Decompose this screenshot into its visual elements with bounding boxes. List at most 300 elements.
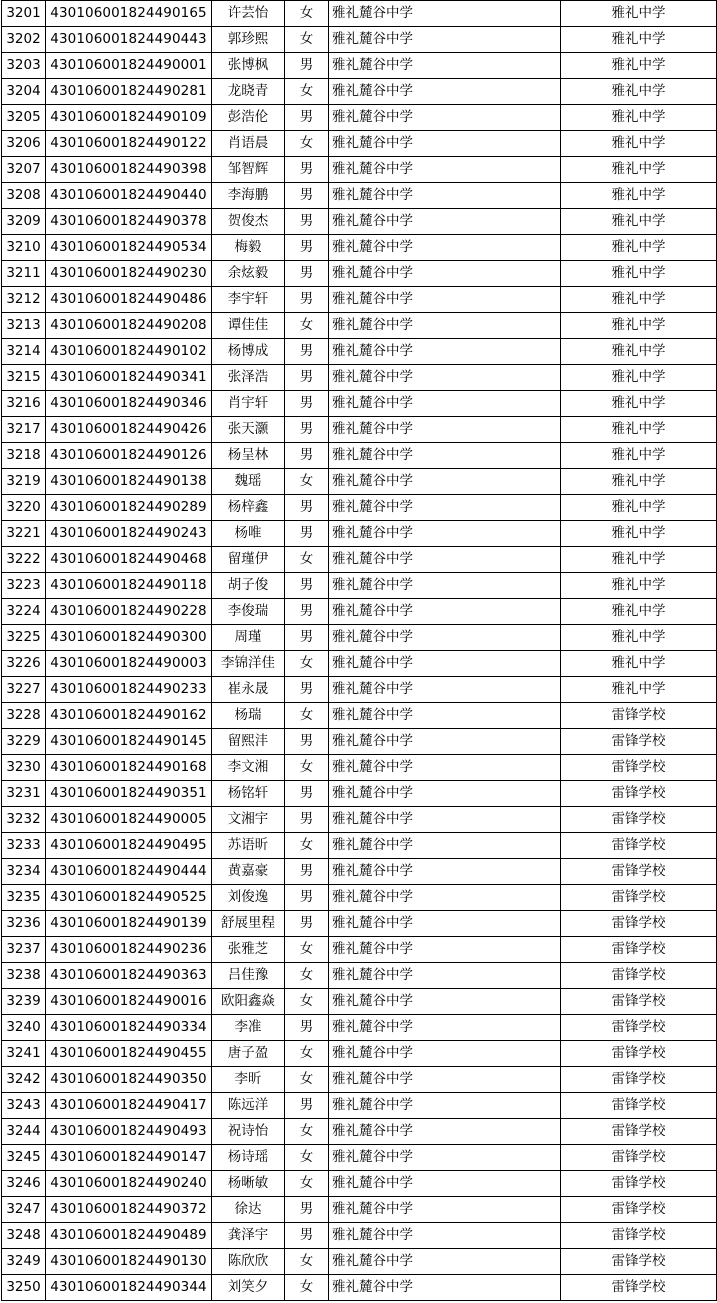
- student-name-cell: 魏瑶: [212, 469, 285, 495]
- seq-cell: 3239: [2, 989, 46, 1015]
- table-row: [2, 937, 717, 963]
- gender-cell: 男: [285, 339, 329, 365]
- student-name-cell: 谭佳佳: [212, 313, 285, 339]
- table-row: [2, 807, 717, 833]
- graduating-school-cell: 雅礼麓谷中学: [329, 391, 561, 417]
- exam-number-cell: 430106001824490240: [46, 1171, 212, 1197]
- seq-cell: 3210: [2, 235, 46, 261]
- graduating-school-cell: 雅礼麓谷中学: [329, 235, 561, 261]
- gender-cell: 女: [285, 131, 329, 157]
- gender-cell: 女: [285, 651, 329, 677]
- gender-cell: 男: [285, 911, 329, 937]
- gender-cell: 女: [285, 755, 329, 781]
- seq-cell: 3208: [2, 183, 46, 209]
- table-row: [2, 1223, 717, 1249]
- exam-number-cell: 430106001824490122: [46, 131, 212, 157]
- exam-number-cell: 430106001824490493: [46, 1119, 212, 1145]
- admitted-school-cell: 雷锋学校: [561, 963, 717, 989]
- admitted-school-cell: 雷锋学校: [561, 1223, 717, 1249]
- seq-cell: 3240: [2, 1015, 46, 1041]
- graduating-school-cell: 雅礼麓谷中学: [329, 79, 561, 105]
- graduating-school-cell: 雅礼麓谷中学: [329, 1093, 561, 1119]
- student-name-cell: 欧阳鑫焱: [212, 989, 285, 1015]
- gender-cell: 男: [285, 53, 329, 79]
- admitted-school-cell: 雅礼中学: [561, 105, 717, 131]
- admitted-school-cell: 雅礼中学: [561, 443, 717, 469]
- graduating-school-cell: 雅礼麓谷中学: [329, 157, 561, 183]
- graduating-school-cell: 雅礼麓谷中学: [329, 807, 561, 833]
- admitted-school-cell: 雅礼中学: [561, 365, 717, 391]
- student-name-cell: 李海鹏: [212, 183, 285, 209]
- graduating-school-cell: 雅礼麓谷中学: [329, 625, 561, 651]
- graduating-school-cell: 雅礼麓谷中学: [329, 937, 561, 963]
- exam-number-cell: 430106001824490455: [46, 1041, 212, 1067]
- table-row: [2, 391, 717, 417]
- table-row: [2, 547, 717, 573]
- admitted-school-cell: 雷锋学校: [561, 781, 717, 807]
- graduating-school-cell: 雅礼麓谷中学: [329, 313, 561, 339]
- student-name-cell: 郭珍熙: [212, 27, 285, 53]
- admitted-school-cell: 雷锋学校: [561, 755, 717, 781]
- gender-cell: 男: [285, 885, 329, 911]
- student-name-cell: 陈远洋: [212, 1093, 285, 1119]
- table-row: [2, 469, 717, 495]
- seq-cell: 3205: [2, 105, 46, 131]
- seq-cell: 3218: [2, 443, 46, 469]
- exam-number-cell: 430106001824490444: [46, 859, 212, 885]
- table-row: [2, 885, 717, 911]
- gender-cell: 男: [285, 1223, 329, 1249]
- graduating-school-cell: 雅礼麓谷中学: [329, 1041, 561, 1067]
- graduating-school-cell: 雅礼麓谷中学: [329, 1197, 561, 1223]
- student-name-cell: 舒展里程: [212, 911, 285, 937]
- exam-number-cell: 430106001824490126: [46, 443, 212, 469]
- admitted-school-cell: 雅礼中学: [561, 495, 717, 521]
- gender-cell: 男: [285, 1197, 329, 1223]
- graduating-school-cell: 雅礼麓谷中学: [329, 1171, 561, 1197]
- graduating-school-cell: 雅礼麓谷中学: [329, 209, 561, 235]
- exam-number-cell: 430106001824490486: [46, 287, 212, 313]
- seq-cell: 3238: [2, 963, 46, 989]
- seq-cell: 3229: [2, 729, 46, 755]
- student-name-cell: 肖语晨: [212, 131, 285, 157]
- table-row: [2, 131, 717, 157]
- table-row: [2, 625, 717, 651]
- gender-cell: 女: [285, 989, 329, 1015]
- graduating-school-cell: 雅礼麓谷中学: [329, 755, 561, 781]
- gender-cell: 男: [285, 417, 329, 443]
- graduating-school-cell: 雅礼麓谷中学: [329, 859, 561, 885]
- exam-number-cell: 430106001824490372: [46, 1197, 212, 1223]
- admitted-school-cell: 雅礼中学: [561, 573, 717, 599]
- seq-cell: 3248: [2, 1223, 46, 1249]
- student-name-cell: 杨晰敏: [212, 1171, 285, 1197]
- graduating-school-cell: 雅礼麓谷中学: [329, 1275, 561, 1301]
- seq-cell: 3230: [2, 755, 46, 781]
- admitted-school-cell: 雷锋学校: [561, 1249, 717, 1275]
- student-name-cell: 余炫毅: [212, 261, 285, 287]
- table-row: [2, 1275, 717, 1301]
- student-name-cell: 肖宇轩: [212, 391, 285, 417]
- table-row: [2, 1041, 717, 1067]
- table-row: [2, 27, 717, 53]
- exam-number-cell: 430106001824490162: [46, 703, 212, 729]
- table-row: [2, 651, 717, 677]
- student-name-cell: 李俊瑞: [212, 599, 285, 625]
- admitted-school-cell: 雅礼中学: [561, 261, 717, 287]
- table-row: [2, 963, 717, 989]
- graduating-school-cell: 雅礼麓谷中学: [329, 1145, 561, 1171]
- exam-number-cell: 430106001824490003: [46, 651, 212, 677]
- admitted-school-cell: 雅礼中学: [561, 677, 717, 703]
- table-row: [2, 911, 717, 937]
- seq-cell: 3206: [2, 131, 46, 157]
- admitted-school-cell: 雅礼中学: [561, 313, 717, 339]
- seq-cell: 3247: [2, 1197, 46, 1223]
- gender-cell: 男: [285, 1015, 329, 1041]
- gender-cell: 女: [285, 469, 329, 495]
- seq-cell: 3232: [2, 807, 46, 833]
- student-name-cell: 杨诗瑶: [212, 1145, 285, 1171]
- exam-number-cell: 430106001824490468: [46, 547, 212, 573]
- exam-number-cell: 430106001824490344: [46, 1275, 212, 1301]
- graduating-school-cell: 雅礼麓谷中学: [329, 963, 561, 989]
- graduating-school-cell: 雅礼麓谷中学: [329, 729, 561, 755]
- seq-cell: 3244: [2, 1119, 46, 1145]
- gender-cell: 男: [285, 105, 329, 131]
- student-name-cell: 张泽浩: [212, 365, 285, 391]
- seq-cell: 3233: [2, 833, 46, 859]
- exam-number-cell: 430106001824490489: [46, 1223, 212, 1249]
- exam-number-cell: 430106001824490334: [46, 1015, 212, 1041]
- exam-number-cell: 430106001824490139: [46, 911, 212, 937]
- exam-number-cell: 430106001824490102: [46, 339, 212, 365]
- admitted-school-cell: 雷锋学校: [561, 833, 717, 859]
- admitted-school-cell: 雅礼中学: [561, 209, 717, 235]
- exam-number-cell: 430106001824490016: [46, 989, 212, 1015]
- student-name-cell: 杨梓鑫: [212, 495, 285, 521]
- table-row: [2, 1197, 717, 1223]
- admitted-school-cell: 雅礼中学: [561, 27, 717, 53]
- student-name-cell: 文湘宇: [212, 807, 285, 833]
- graduating-school-cell: 雅礼麓谷中学: [329, 599, 561, 625]
- gender-cell: 男: [285, 495, 329, 521]
- gender-cell: 男: [285, 391, 329, 417]
- graduating-school-cell: 雅礼麓谷中学: [329, 1119, 561, 1145]
- seq-cell: 3226: [2, 651, 46, 677]
- gender-cell: 女: [285, 1, 329, 27]
- seq-cell: 3225: [2, 625, 46, 651]
- table-row: [2, 1093, 717, 1119]
- student-name-cell: 黄嘉豪: [212, 859, 285, 885]
- table-row: [2, 443, 717, 469]
- graduating-school-cell: 雅礼麓谷中学: [329, 1015, 561, 1041]
- admitted-school-cell: 雅礼中学: [561, 391, 717, 417]
- seq-cell: 3214: [2, 339, 46, 365]
- table-row: [2, 573, 717, 599]
- graduating-school-cell: 雅礼麓谷中学: [329, 27, 561, 53]
- exam-number-cell: 430106001824490440: [46, 183, 212, 209]
- exam-number-cell: 430106001824490443: [46, 27, 212, 53]
- graduating-school-cell: 雅礼麓谷中学: [329, 365, 561, 391]
- student-name-cell: 李准: [212, 1015, 285, 1041]
- gender-cell: 男: [285, 573, 329, 599]
- seq-cell: 3222: [2, 547, 46, 573]
- gender-cell: 男: [285, 209, 329, 235]
- gender-cell: 男: [285, 183, 329, 209]
- exam-number-cell: 430106001824490525: [46, 885, 212, 911]
- exam-number-cell: 430106001824490534: [46, 235, 212, 261]
- gender-cell: 男: [285, 287, 329, 313]
- graduating-school-cell: 雅礼麓谷中学: [329, 911, 561, 937]
- seq-cell: 3221: [2, 521, 46, 547]
- table-row: [2, 365, 717, 391]
- table-row: [2, 703, 717, 729]
- exam-number-cell: 430106001824490281: [46, 79, 212, 105]
- graduating-school-cell: 雅礼麓谷中学: [329, 573, 561, 599]
- seq-cell: 3241: [2, 1041, 46, 1067]
- exam-number-cell: 430106001824490289: [46, 495, 212, 521]
- seq-cell: 3246: [2, 1171, 46, 1197]
- exam-number-cell: 430106001824490378: [46, 209, 212, 235]
- exam-number-cell: 430106001824490147: [46, 1145, 212, 1171]
- admitted-school-cell: 雅礼中学: [561, 183, 717, 209]
- admitted-school-cell: 雅礼中学: [561, 469, 717, 495]
- gender-cell: 女: [285, 79, 329, 105]
- graduating-school-cell: 雅礼麓谷中学: [329, 495, 561, 521]
- gender-cell: 男: [285, 807, 329, 833]
- seq-cell: 3242: [2, 1067, 46, 1093]
- exam-number-cell: 430106001824490001: [46, 53, 212, 79]
- admitted-school-cell: 雷锋学校: [561, 1067, 717, 1093]
- seq-cell: 3234: [2, 859, 46, 885]
- admitted-school-cell: 雷锋学校: [561, 1275, 717, 1301]
- student-name-cell: 许芸怡: [212, 1, 285, 27]
- graduating-school-cell: 雅礼麓谷中学: [329, 1, 561, 27]
- admitted-school-cell: 雅礼中学: [561, 599, 717, 625]
- graduating-school-cell: 雅礼麓谷中学: [329, 989, 561, 1015]
- student-name-cell: 祝诗怡: [212, 1119, 285, 1145]
- table-row: [2, 339, 717, 365]
- table-row: [2, 287, 717, 313]
- admitted-school-cell: 雷锋学校: [561, 885, 717, 911]
- table-row: [2, 1171, 717, 1197]
- graduating-school-cell: 雅礼麓谷中学: [329, 131, 561, 157]
- student-name-cell: 杨唯: [212, 521, 285, 547]
- student-name-cell: 李昕: [212, 1067, 285, 1093]
- table-row: [2, 183, 717, 209]
- seq-cell: 3213: [2, 313, 46, 339]
- gender-cell: 男: [285, 521, 329, 547]
- gender-cell: 男: [285, 625, 329, 651]
- table-row: [2, 79, 717, 105]
- seq-cell: 3223: [2, 573, 46, 599]
- exam-number-cell: 430106001824490208: [46, 313, 212, 339]
- admitted-school-cell: 雅礼中学: [561, 235, 717, 261]
- seq-cell: 3220: [2, 495, 46, 521]
- student-name-cell: 杨铭轩: [212, 781, 285, 807]
- seq-cell: 3243: [2, 1093, 46, 1119]
- admitted-school-cell: 雷锋学校: [561, 859, 717, 885]
- exam-number-cell: 430106001824490236: [46, 937, 212, 963]
- table-row: [2, 677, 717, 703]
- seq-cell: 3224: [2, 599, 46, 625]
- admitted-school-cell: 雅礼中学: [561, 79, 717, 105]
- exam-number-cell: 430106001824490130: [46, 1249, 212, 1275]
- admitted-school-cell: 雅礼中学: [561, 131, 717, 157]
- student-name-cell: 刘俊逸: [212, 885, 285, 911]
- student-name-cell: 龚泽宇: [212, 1223, 285, 1249]
- seq-cell: 3215: [2, 365, 46, 391]
- student-name-cell: 邹智辉: [212, 157, 285, 183]
- student-name-cell: 崔永晟: [212, 677, 285, 703]
- admitted-school-cell: 雷锋学校: [561, 911, 717, 937]
- gender-cell: 男: [285, 729, 329, 755]
- exam-number-cell: 430106001824490346: [46, 391, 212, 417]
- student-name-cell: 李锦洋佳: [212, 651, 285, 677]
- table-row: [2, 755, 717, 781]
- gender-cell: 男: [285, 443, 329, 469]
- graduating-school-cell: 雅礼麓谷中学: [329, 1249, 561, 1275]
- table-row: [2, 261, 717, 287]
- graduating-school-cell: 雅礼麓谷中学: [329, 521, 561, 547]
- admission-table: [1, 0, 717, 1301]
- table-row: [2, 313, 717, 339]
- student-name-cell: 杨博成: [212, 339, 285, 365]
- exam-number-cell: 430106001824490341: [46, 365, 212, 391]
- exam-number-cell: 430106001824490495: [46, 833, 212, 859]
- seq-cell: 3249: [2, 1249, 46, 1275]
- gender-cell: 女: [285, 1067, 329, 1093]
- student-name-cell: 张博枫: [212, 53, 285, 79]
- admitted-school-cell: 雅礼中学: [561, 651, 717, 677]
- admitted-school-cell: 雅礼中学: [561, 53, 717, 79]
- seq-cell: 3203: [2, 53, 46, 79]
- student-name-cell: 张天灏: [212, 417, 285, 443]
- admitted-school-cell: 雅礼中学: [561, 287, 717, 313]
- exam-number-cell: 430106001824490417: [46, 1093, 212, 1119]
- seq-cell: 3231: [2, 781, 46, 807]
- graduating-school-cell: 雅礼麓谷中学: [329, 677, 561, 703]
- student-name-cell: 唐子盈: [212, 1041, 285, 1067]
- student-name-cell: 周瑾: [212, 625, 285, 651]
- seq-cell: 3235: [2, 885, 46, 911]
- gender-cell: 男: [285, 235, 329, 261]
- exam-number-cell: 430106001824490426: [46, 417, 212, 443]
- admitted-school-cell: 雷锋学校: [561, 703, 717, 729]
- graduating-school-cell: 雅礼麓谷中学: [329, 53, 561, 79]
- exam-number-cell: 430106001824490109: [46, 105, 212, 131]
- seq-cell: 3201: [2, 1, 46, 27]
- admitted-school-cell: 雅礼中学: [561, 417, 717, 443]
- gender-cell: 男: [285, 781, 329, 807]
- seq-cell: 3212: [2, 287, 46, 313]
- admitted-school-cell: 雅礼中学: [561, 157, 717, 183]
- gender-cell: 女: [285, 27, 329, 53]
- seq-cell: 3211: [2, 261, 46, 287]
- table-row: [2, 53, 717, 79]
- table-row: [2, 1249, 717, 1275]
- student-name-cell: 梅毅: [212, 235, 285, 261]
- exam-number-cell: 430106001824490118: [46, 573, 212, 599]
- admitted-school-cell: 雷锋学校: [561, 1171, 717, 1197]
- gender-cell: 男: [285, 677, 329, 703]
- student-name-cell: 李宇轩: [212, 287, 285, 313]
- student-name-cell: 陈欣欣: [212, 1249, 285, 1275]
- admitted-school-cell: 雅礼中学: [561, 1, 717, 27]
- exam-number-cell: 430106001824490230: [46, 261, 212, 287]
- gender-cell: 女: [285, 963, 329, 989]
- gender-cell: 女: [285, 1041, 329, 1067]
- student-name-cell: 苏语昕: [212, 833, 285, 859]
- student-name-cell: 彭浩伦: [212, 105, 285, 131]
- admitted-school-cell: 雅礼中学: [561, 547, 717, 573]
- table-row: [2, 1015, 717, 1041]
- exam-number-cell: 430106001824490351: [46, 781, 212, 807]
- gender-cell: 男: [285, 157, 329, 183]
- seq-cell: 3209: [2, 209, 46, 235]
- seq-cell: 3228: [2, 703, 46, 729]
- seq-cell: 3216: [2, 391, 46, 417]
- graduating-school-cell: 雅礼麓谷中学: [329, 833, 561, 859]
- exam-number-cell: 430106001824490398: [46, 157, 212, 183]
- student-name-cell: 张雅芝: [212, 937, 285, 963]
- exam-number-cell: 430106001824490350: [46, 1067, 212, 1093]
- exam-number-cell: 430106001824490168: [46, 755, 212, 781]
- table-row: [2, 521, 717, 547]
- exam-number-cell: 430106001824490363: [46, 963, 212, 989]
- seq-cell: 3204: [2, 79, 46, 105]
- student-name-cell: 留熙沣: [212, 729, 285, 755]
- gender-cell: 男: [285, 859, 329, 885]
- gender-cell: 女: [285, 703, 329, 729]
- student-name-cell: 杨呈林: [212, 443, 285, 469]
- admitted-school-cell: 雷锋学校: [561, 1145, 717, 1171]
- admitted-school-cell: 雷锋学校: [561, 937, 717, 963]
- admitted-school-cell: 雷锋学校: [561, 989, 717, 1015]
- admitted-school-cell: 雅礼中学: [561, 521, 717, 547]
- graduating-school-cell: 雅礼麓谷中学: [329, 469, 561, 495]
- graduating-school-cell: 雅礼麓谷中学: [329, 547, 561, 573]
- table-body: [2, 1, 717, 1301]
- exam-number-cell: 430106001824490300: [46, 625, 212, 651]
- student-name-cell: 龙晓青: [212, 79, 285, 105]
- table-row: [2, 989, 717, 1015]
- seq-cell: 3236: [2, 911, 46, 937]
- gender-cell: 女: [285, 1119, 329, 1145]
- table-row: [2, 729, 717, 755]
- exam-number-cell: 430106001824490165: [46, 1, 212, 27]
- exam-number-cell: 430106001824490228: [46, 599, 212, 625]
- table-row: [2, 1145, 717, 1171]
- graduating-school-cell: 雅礼麓谷中学: [329, 651, 561, 677]
- gender-cell: 女: [285, 833, 329, 859]
- student-name-cell: 李文湘: [212, 755, 285, 781]
- seq-cell: 3237: [2, 937, 46, 963]
- table-row: [2, 105, 717, 131]
- admitted-school-cell: 雷锋学校: [561, 807, 717, 833]
- gender-cell: 女: [285, 1145, 329, 1171]
- gender-cell: 女: [285, 1275, 329, 1301]
- graduating-school-cell: 雅礼麓谷中学: [329, 443, 561, 469]
- gender-cell: 男: [285, 1093, 329, 1119]
- student-name-cell: 杨瑞: [212, 703, 285, 729]
- graduating-school-cell: 雅礼麓谷中学: [329, 417, 561, 443]
- table-row: [2, 495, 717, 521]
- graduating-school-cell: 雅礼麓谷中学: [329, 183, 561, 209]
- seq-cell: 3207: [2, 157, 46, 183]
- table-row: [2, 833, 717, 859]
